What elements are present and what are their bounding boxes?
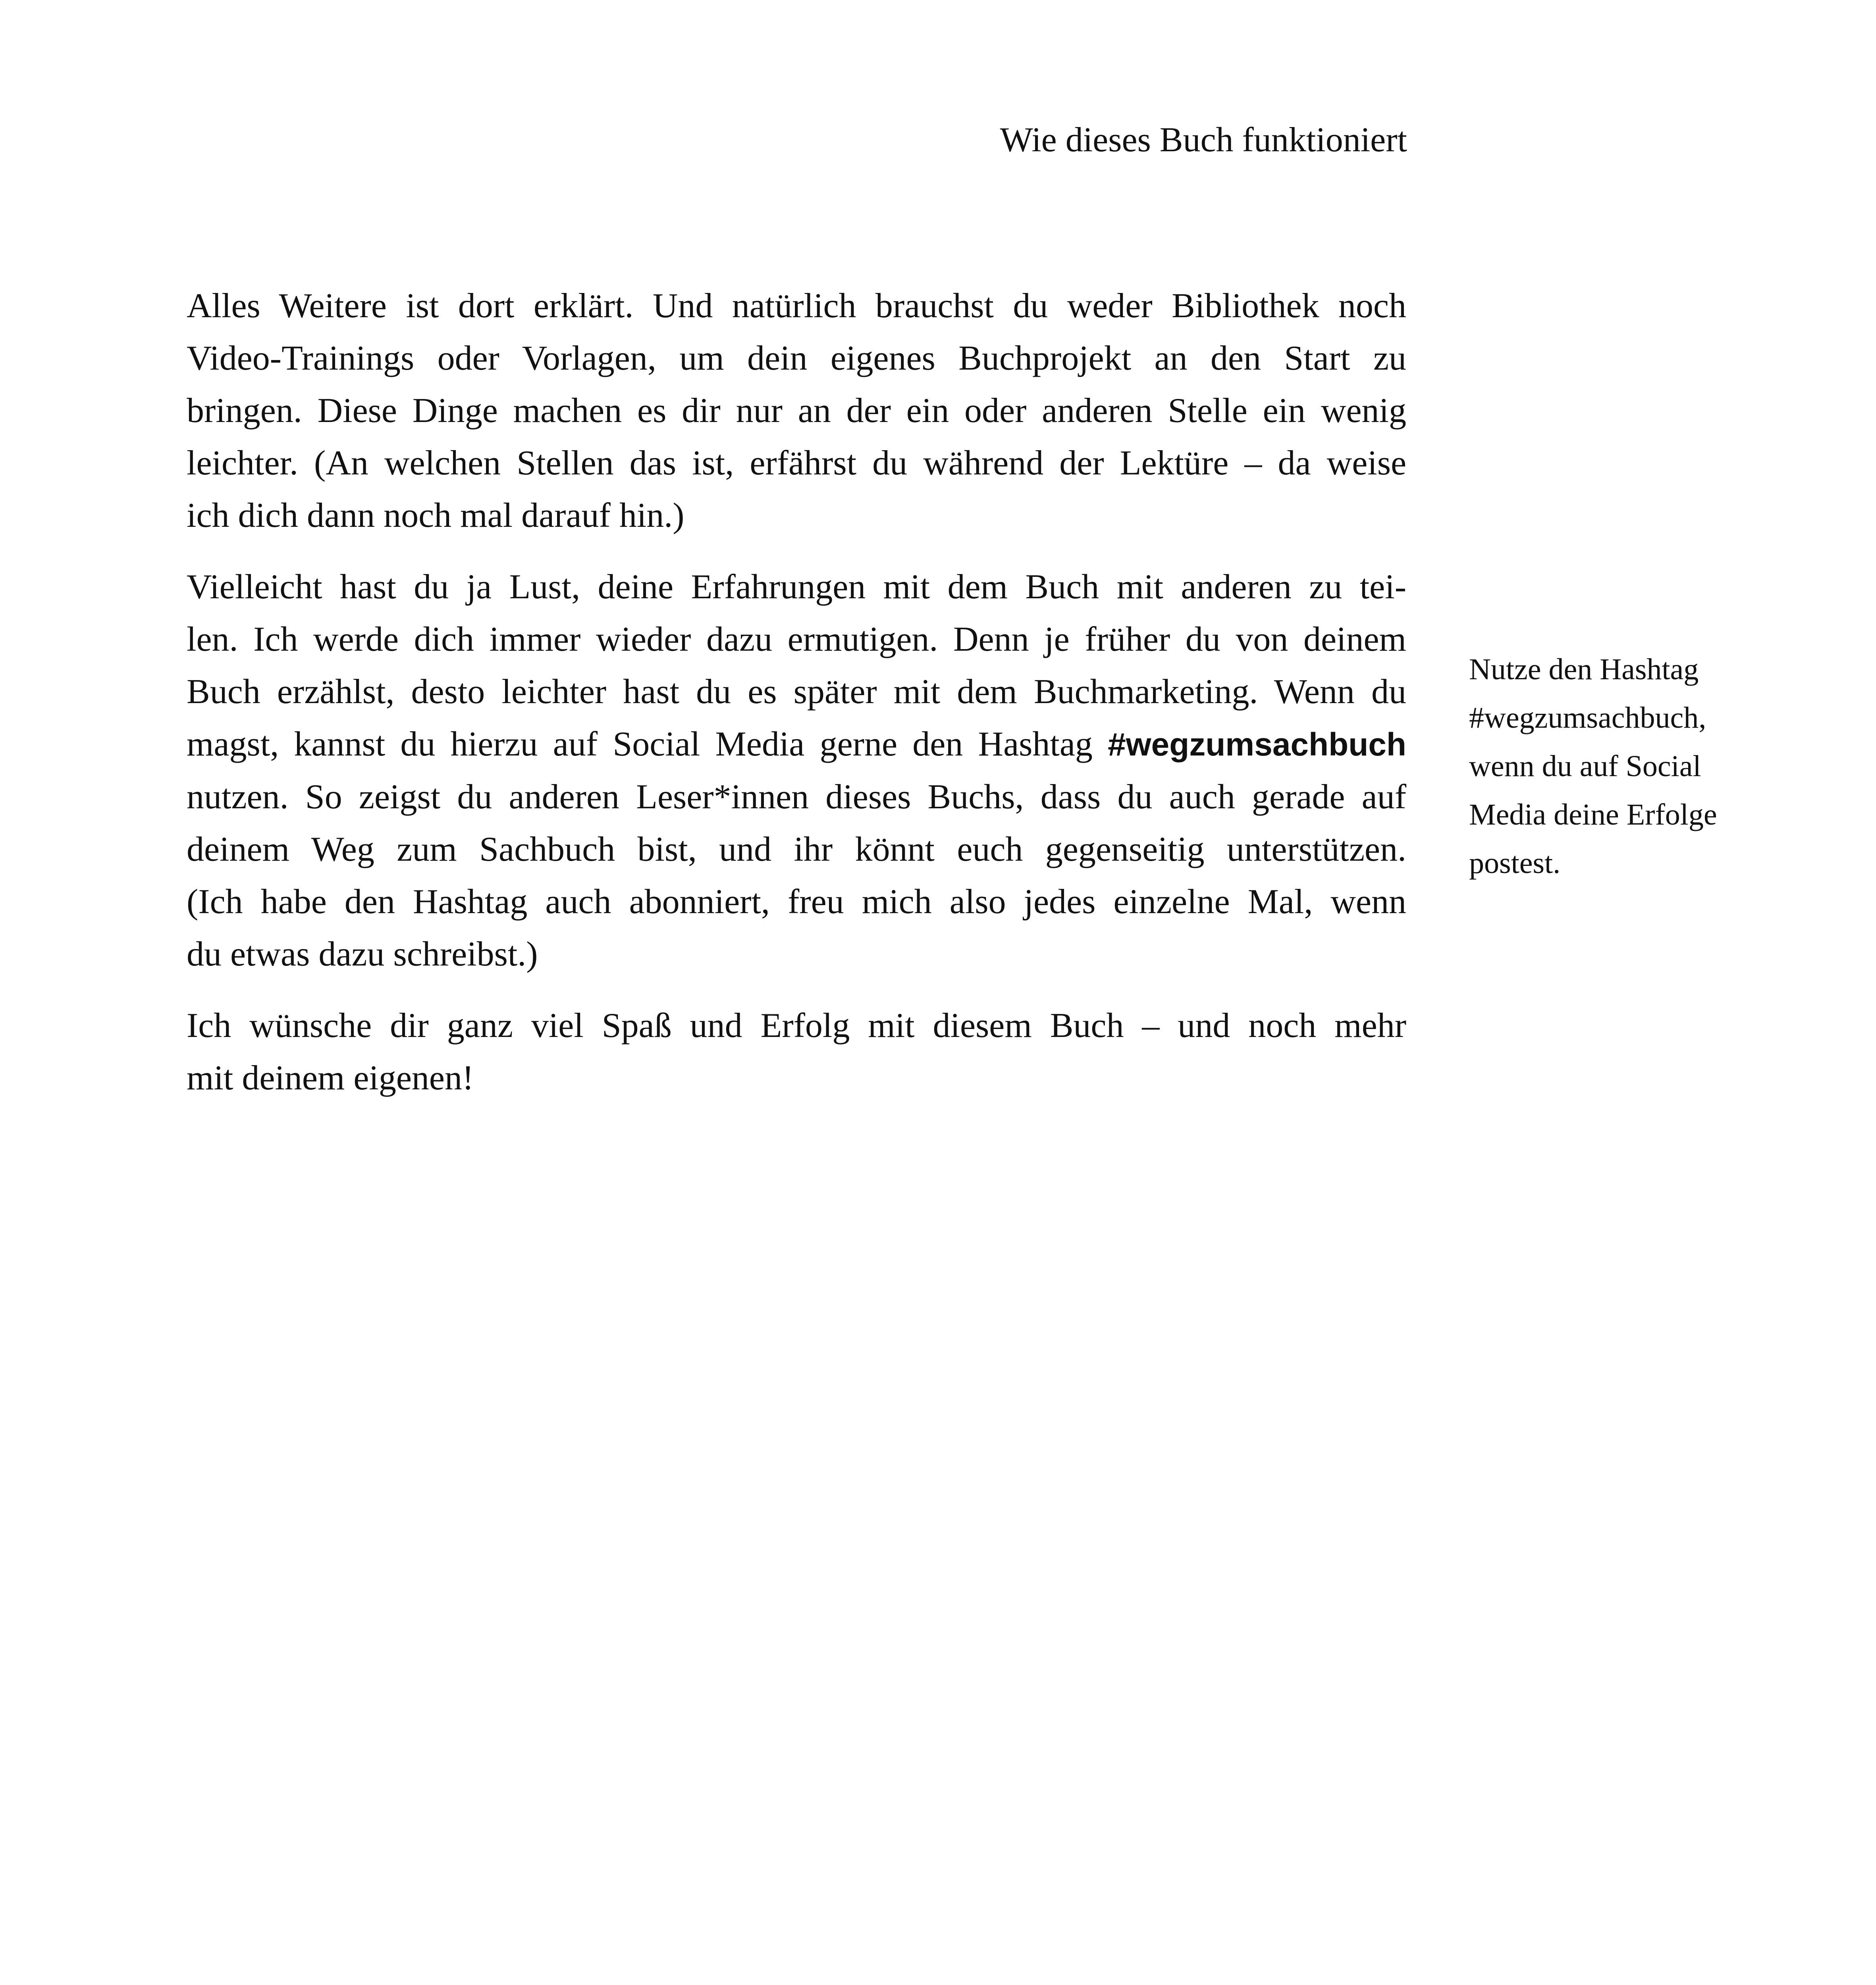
margin-note-line: postest. xyxy=(1469,846,1561,880)
text-line: deinem Weg zum Sachbuch bist, und ihr könnt euch gegenseitig unterstützen. xyxy=(187,830,1406,869)
margin-note xyxy=(1469,645,1818,887)
text-line: (Ich habe den Hashtag auch abonniert, freu mich also jedes einzelne Mal, wenn xyxy=(187,883,1406,921)
text-line: leichter. (An welchen Stellen das ist, erfährst du während der Lektüre – da weise xyxy=(187,444,1406,482)
hashtag-emphasis: #wegzumsachbuch xyxy=(1108,727,1406,763)
text-line: Video-Trainings oder Vorlagen, um dein eigenes Buchprojekt an den Start zu xyxy=(187,339,1406,378)
margin-note-line: wenn du auf Social xyxy=(1469,750,1701,783)
text-line: bringen. Diese Dinge machen es dir nur an der ein oder anderen Stelle ein wenig xyxy=(187,391,1406,430)
text-line: ich dich dann noch mal darauf hin.) xyxy=(187,496,684,535)
text-line: Ich wünsche dir ganz viel Spaß und Erfolg mit diesem Buch – und noch mehr xyxy=(187,1006,1406,1045)
text-line: Alles Weitere ist dort erklärt. Und natürlich brauchst du weder Bibliothek noch xyxy=(187,287,1406,325)
text-segment: magst, kannst du hierzu auf Social Media gerne den Hashtag xyxy=(187,725,1108,763)
paragraph-intro xyxy=(187,280,1406,542)
text-line: Vielleicht hast du ja Lust, deine Erfahrungen mit dem Buch mit anderen zu tei- xyxy=(187,568,1406,606)
text-line: du etwas dazu schreibst.) xyxy=(187,935,538,973)
running-header: Wie dieses Buch funktioniert xyxy=(1000,121,1407,159)
margin-note-line: Media deine Erfolge xyxy=(1469,798,1717,831)
text-line: nutzen. So zeigst du anderen Leser*innen dieses Buchs, dass du auch gerade auf xyxy=(187,778,1406,816)
margin-note-line: #wegzumsachbuch, xyxy=(1469,701,1706,734)
text-line: len. Ich werde dich immer wieder dazu ermutigen. Denn je früher du von deinem xyxy=(187,620,1406,659)
main-text-column xyxy=(187,280,1406,1124)
text-line: mit deinem eigenen! xyxy=(187,1059,474,1097)
text-line: Buch erzählst, desto leichter hast du es später mit dem Buchmarketing. Wenn du xyxy=(187,673,1406,711)
margin-note-line: Nutze den Hashtag xyxy=(1469,653,1699,686)
paragraph-closing xyxy=(187,1000,1406,1104)
text-line xyxy=(187,718,1406,771)
paragraph-hashtag xyxy=(187,561,1406,981)
